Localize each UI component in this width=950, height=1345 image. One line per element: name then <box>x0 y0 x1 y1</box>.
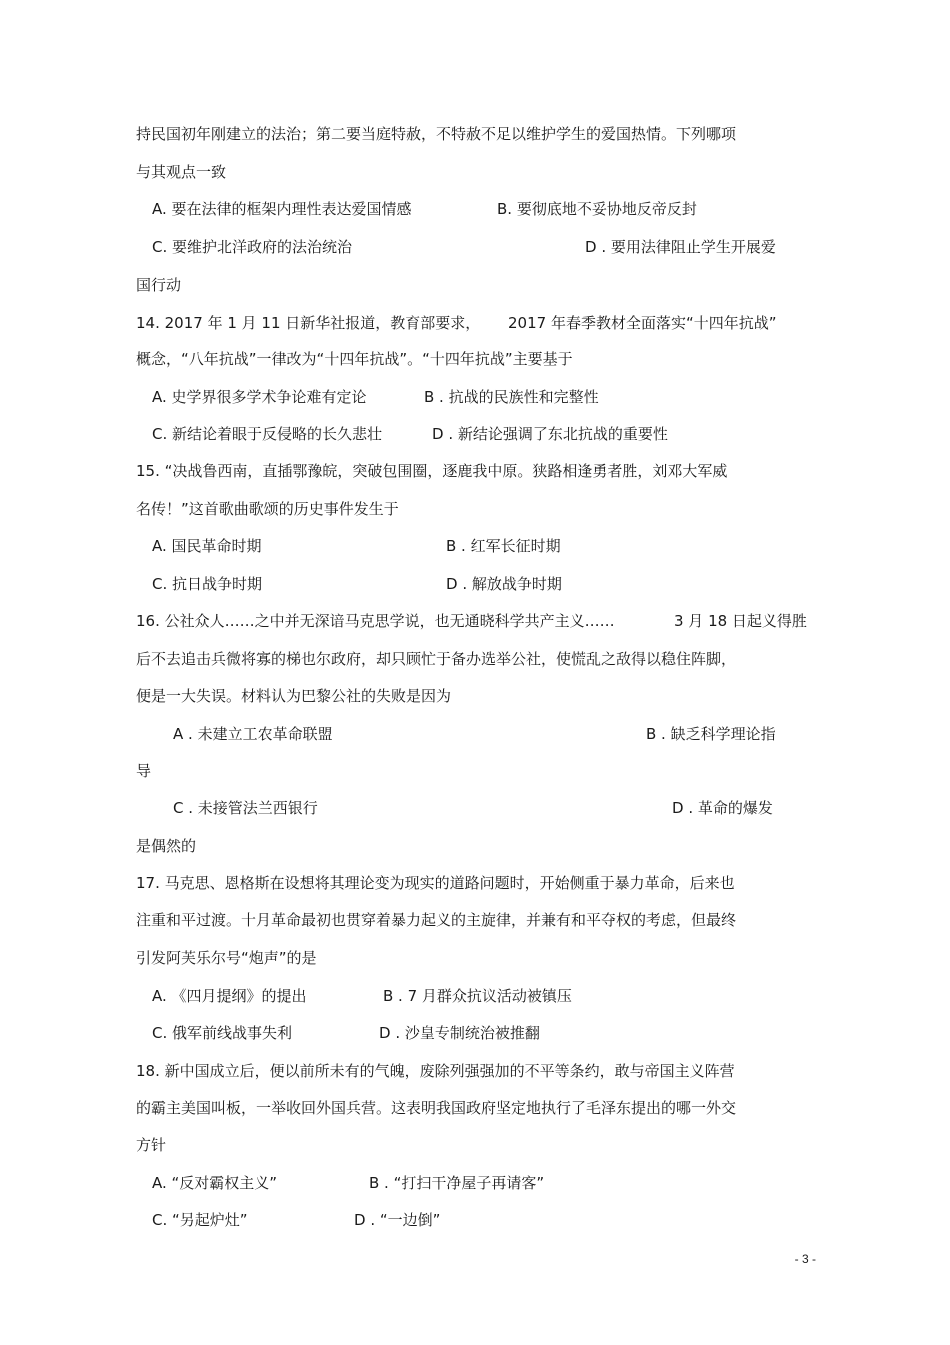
option-c: C . 未接管法兰西银行 <box>173 799 318 817</box>
option-b: B . 红军长征时期 <box>446 537 561 555</box>
question-text-line: 15. “决战鲁西南，直插鄂豫皖，突破包围圈，逐鹿我中原。狭路相逢勇者胜，刘邓大军威 <box>136 462 728 480</box>
option-c: C. 俄军前线战事失利 <box>152 1024 293 1042</box>
option-d-continued: 国行动 <box>136 276 182 294</box>
option-b: B . 7 月群众抗议活动被镇压 <box>383 987 572 1005</box>
question-text-line: 注重和平过渡。十月革命最初也贯穿着暴力起义的主旋律，并兼有和平夺权的考虑，但最终 <box>136 911 737 929</box>
option-d: D . 要用法律阻止学生开展爱 <box>585 238 776 256</box>
option-d: D . 沙皇专制统治被推翻 <box>379 1024 540 1042</box>
option-a: A . 未建立工农革命联盟 <box>173 725 333 743</box>
option-d: D . 革命的爆发 <box>672 799 773 817</box>
question-text-line: 17. 马克思、恩格斯在设想将其理论变为现实的道路问题时，开始侧重于暴力革命，后来也 <box>136 874 735 892</box>
option-a: A. 要在法律的框架内理性表达爱国情感 <box>152 200 412 218</box>
option-c: C. 抗日战争时期 <box>152 575 263 593</box>
option-c: C. 新结论着眼于反侵略的长久悲壮 <box>152 425 383 443</box>
question-text-line: 14. 2017 年 1 月 11 日新华社报道，教育部要求， <box>136 314 481 332</box>
question-text-line: 3 月 18 日起义得胜 <box>674 612 807 630</box>
question-text-line: 便是一大失误。材料认为巴黎公社的失败是因为 <box>136 687 452 705</box>
option-d-continued: 是偶然的 <box>136 837 197 855</box>
option-d: D . 解放战争时期 <box>446 575 562 593</box>
option-d: D . 新结论强调了东北抗战的重要性 <box>432 425 668 443</box>
page-number: - 3 - <box>794 1252 816 1266</box>
question-text-line: 持民国初年刚建立的法治；第二要当庭特赦，不特赦不足以维护学生的爱国热情。下列哪项 <box>136 125 737 143</box>
option-a: A. 《四月提纲》的提出 <box>152 987 307 1005</box>
question-text-line: 16. 公社众人……之中并无深谙马克思学说，也无通晓科学共产主义…… <box>136 612 615 630</box>
question-text-line: 2017 年春季教材全面落实“十四年抗战” <box>508 314 777 332</box>
question-text-line: 后不去追击兵微将寡的梯也尔政府，却只顾忙于备办选举公社，使慌乱之敌得以稳住阵脚， <box>136 650 737 668</box>
option-b-continued: 导 <box>136 762 152 780</box>
option-b: B. 要彻底地不妥协地反帝反封 <box>497 200 697 218</box>
question-text-line: 名传！”这首歌曲歌颂的历史事件发生于 <box>136 500 399 518</box>
question-text-line: 引发阿芙乐尔号“炮声”的是 <box>136 949 317 967</box>
option-b: B . “打扫干净屋子再请客” <box>369 1174 545 1192</box>
question-text-line: 概念，“八年抗战”一律改为“十四年抗战”。“十四年抗战”主要基于 <box>136 350 573 368</box>
option-a: A. 史学界很多学术争论难有定论 <box>152 388 367 406</box>
option-a: A. “反对霸权主义” <box>152 1174 278 1192</box>
option-c: C. “另起炉灶” <box>152 1211 248 1229</box>
option-a: A. 国民革命时期 <box>152 537 262 555</box>
option-b: B . 抗战的民族性和完整性 <box>424 388 599 406</box>
question-text-line: 与其观点一致 <box>136 163 227 181</box>
question-text-line: 的霸主美国叫板，一举收回外国兵营。这表明我国政府坚定地执行了毛泽东提出的哪一外交 <box>136 1099 737 1117</box>
option-c: C. 要维护北洋政府的法治统治 <box>152 238 353 256</box>
option-d: D . “一边倒” <box>354 1211 441 1229</box>
question-text-line: 18. 新中国成立后，便以前所未有的气魄，废除列强强加的不平等条约，敢与帝国主义阵营 <box>136 1062 735 1080</box>
question-text-line: 方针 <box>136 1136 167 1154</box>
option-b: B . 缺乏科学理论指 <box>646 725 776 743</box>
